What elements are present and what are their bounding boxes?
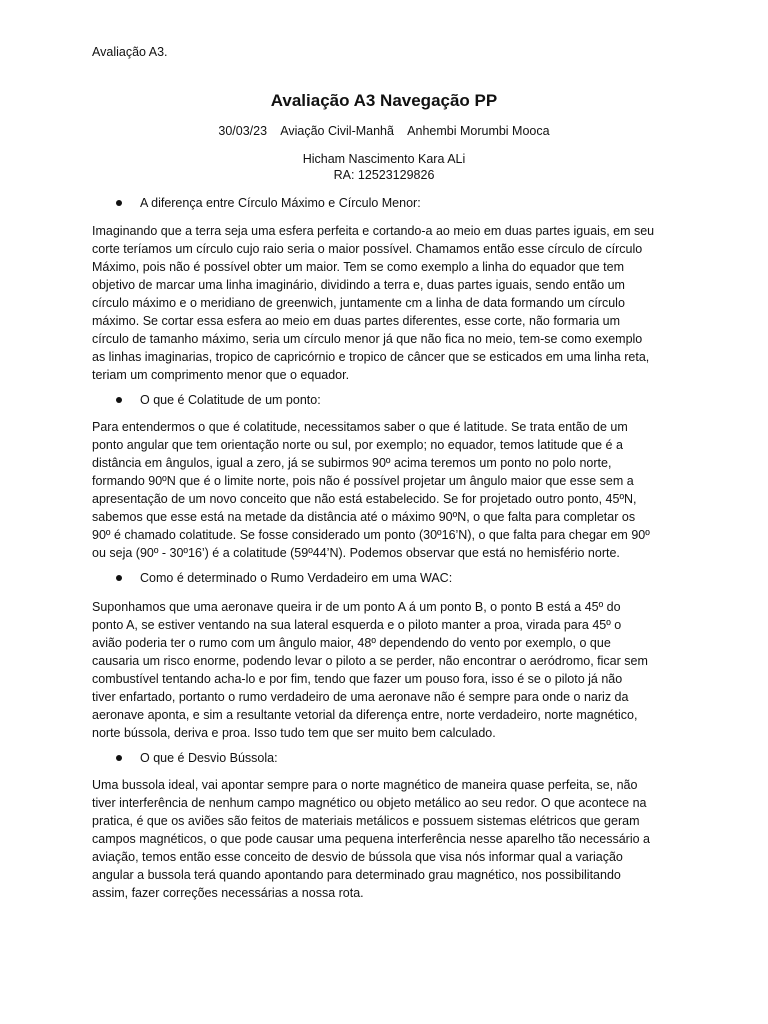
- paragraph-line: distância em ângulos, igual a zero, já se subirmos 90º acima teremos um ponto no polo norte,: [92, 456, 612, 470]
- paragraph-line: tiver interferência de nenhum campo magnético ou objeto metálico ao seu redor. O que acontece na: [92, 796, 647, 810]
- paragraph-line: círculo máximo e o meridiano de greenwich, juntamente cm a linha de data formando um círculo: [92, 296, 625, 310]
- paragraph-line: tiver enfartado, portanto o rumo verdadeiro de uma aeronave não é sempre para onde o nariz da: [92, 690, 629, 704]
- document-title: Avaliação A3 Navegação PP: [270, 91, 498, 110]
- page-header-label: Avaliação A3.: [92, 45, 168, 59]
- section-heading-text: O que é Desvio Bússola:: [140, 751, 278, 765]
- paragraph-line: avião poderia ter o rumo com um ângulo maior, 48º dependendo do vento por exemplo, o que: [92, 636, 611, 650]
- section-paragraph-circulo: [92, 222, 682, 384]
- paragraph-line: Máximo, pois não é possível obter um maior. Tem se como exemplo a linha do equador que tem: [92, 260, 624, 274]
- section-heading-text: A diferença entre Círculo Máximo e Círculo Menor:: [140, 196, 421, 210]
- bullet-dot-icon: [116, 200, 122, 206]
- bullet-dot-icon: [116, 397, 122, 403]
- paragraph-line: aeronave aponta, e sim a resultante vetorial da diferença entre, norte verdadeiro, norte magnético,: [92, 708, 638, 722]
- section-paragraph-colatitude: [92, 418, 682, 562]
- bullet-dot-icon: [116, 575, 122, 581]
- section-paragraph-rumo: [92, 598, 682, 742]
- paragraph-line: combustível tentando acha-lo e por fim, tendo que fazer um pouso fora, isso é se o piloto já não: [92, 672, 623, 686]
- section-heading-text: Como é determinado o Rumo Verdadeiro em uma WAC:: [140, 571, 453, 585]
- section-heading-text: O que é Colatitude de um ponto:: [140, 393, 321, 407]
- paragraph-line: assim, fazer correções necessárias a nossa rota.: [92, 886, 364, 900]
- paragraph-line: ou seja (90º - 30º16’) é a colatitude (59º44’N). Podemos observar que está no hemisfério norte.: [92, 546, 620, 560]
- student-ra: RA: 12523129826: [333, 168, 435, 182]
- paragraph-line: campos magnéticos, o que pode causar uma pequena interferência nesse aparelho tão necessário a: [92, 832, 650, 846]
- section-paragraph-desvio: [92, 776, 682, 902]
- paragraph-line: norte bússola, deriva e proa. Isso tudo tem que ser muito bem calculado.: [92, 726, 496, 740]
- paragraph-line: aviação, temos então esse conceito de desvio de bússola que visa nós informar qual a variação: [92, 850, 623, 864]
- paragraph-line: formando 90ºN que é o limite norte, pois não é possível projetar um ângulo maior que esse sem a: [92, 474, 634, 488]
- paragraph-line: ponto A, se estiver ventando na sua lateral esquerda e o piloto manter a proa, virada para 45º o: [92, 618, 622, 632]
- paragraph-line: objetivo de marcar uma linha imaginário, dividindo a terra e, duas partes iguais, sendo então um: [92, 278, 625, 292]
- paragraph-line: teriam um comprimento menor que o equador.: [92, 368, 350, 382]
- paragraph-line: sabemos que esse está na metade da distância até o máximo 90ºN, o que falta para completar os: [92, 510, 636, 524]
- paragraph-line: 90º é chamado colatitude. Se fosse considerado um ponto (30º16’N), o que falta para chegar em 90º: [92, 528, 650, 542]
- paragraph-line: máximo. Se cortar essa esfera ao meio em duas partes diferentes, esse corte, não formaria um: [92, 314, 621, 328]
- date-course-line: 30/03/23 Aviação Civil-Manhã Anhembi Morumbi Mooca: [218, 124, 550, 138]
- paragraph-line: causaria um risco enorme, podendo levar o piloto a se perder, não encontrar o aeródromo, ficar sem: [92, 654, 648, 668]
- paragraph-line: Para entendermos o que é colatitude, necessitamos saber o que é latitude. Se trata então de um: [92, 420, 628, 434]
- bullet-dot-icon: [116, 755, 122, 761]
- paragraph-line: apresentação de um novo conceito que não está estabelecido. Se for projetado outro ponto, 45ºN,: [92, 492, 637, 506]
- paragraph-line: Imaginando que a terra seja uma esfera perfeita e cortando-a ao meio em duas partes iguais, em seu: [92, 224, 655, 238]
- paragraph-line: círculo de tamanho máximo, seria um círculo menor já que não fica no meio, tem-se como exemplo: [92, 332, 643, 346]
- paragraph-line: Suponhamos que uma aeronave queira ir de um ponto A á um ponto B, o ponto B está a 45º do: [92, 600, 621, 614]
- paragraph-line: as linhas imaginarias, tropico de capricórnio e tropico de câncer que se esticados em uma linha reta,: [92, 350, 650, 364]
- paragraph-line: corte teríamos um círculo cujo raio seria o maior possível. Chamamos então esse círculo de círculo: [92, 242, 643, 256]
- paragraph-line: ponto angular que tem orientação norte ou sul, por exemplo; no equador, temos latitude que é a: [92, 438, 623, 452]
- paragraph-line: angular a bussola terá quando apontando para determinado grau magnético, nos possibilitando: [92, 868, 621, 882]
- paragraph-line: Uma bussola ideal, vai apontar sempre para o norte magnético de maneira quase perfeita, se, não: [92, 778, 638, 792]
- author-name: Hicham Nascimento Kara ALi: [302, 152, 466, 166]
- paragraph-line: pratica, é que os aviões são feitos de materiais metálicos e possuem sistemas elétricos que geram: [92, 814, 640, 828]
